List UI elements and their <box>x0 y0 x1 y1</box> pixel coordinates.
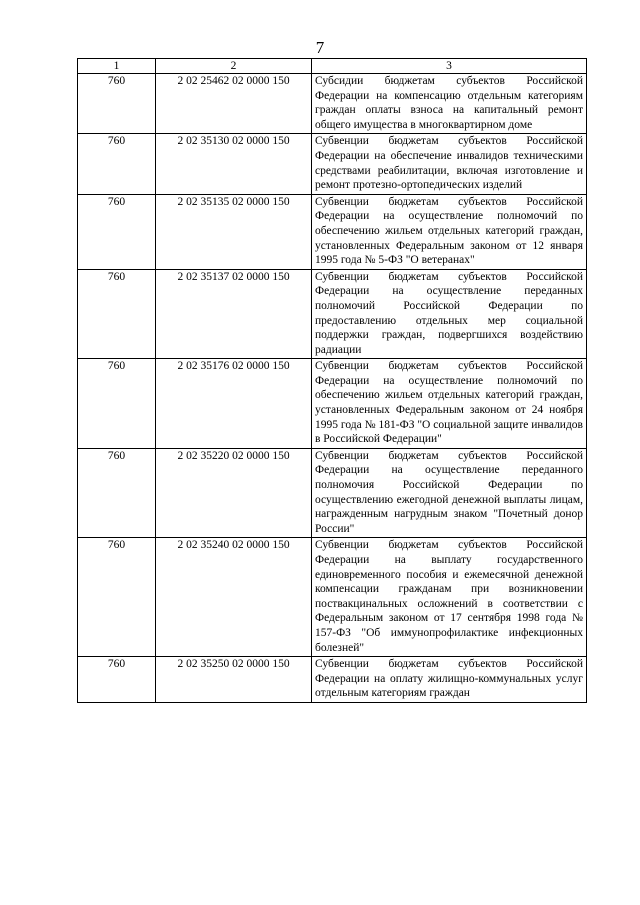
table-row <box>78 74 587 134</box>
admin-code-cell: 760 <box>78 448 156 538</box>
budget-code-cell: 2 02 35130 02 0000 150 <box>156 134 312 194</box>
description-cell: Субвенции бюджетам субъектов Российской Федерации на выплату государственного единовременного пособия и ежемесячной денежной компенсации гражданам при возникновении поствакцинальных осложнений в соответствии с Федеральным законом от 17 сентября 1998 года № 157-ФЗ "Об иммунопрофилактике инфекционных болезней" <box>312 538 587 657</box>
admin-code-cell: 760 <box>78 538 156 657</box>
table-row <box>78 359 587 449</box>
admin-code-cell: 760 <box>78 359 156 449</box>
budget-codes-table <box>77 58 587 703</box>
table-row <box>78 448 587 538</box>
description-cell: Субвенции бюджетам субъектов Российской Федерации на осуществление переданного полномочия Российской Федерации по осуществлению ежегодной денежной выплаты лицам, награжденным нагрудным знаком "Почетный донор России" <box>312 448 587 538</box>
column-header-2: 2 <box>156 59 312 74</box>
admin-code-cell: 760 <box>78 194 156 269</box>
description-cell: Субвенции бюджетам субъектов Российской Федерации на обеспечение инвалидов техническими средствами реабилитации, включая изготовление и ремонт протезно-ортопедических изделий <box>312 134 587 194</box>
admin-code-cell: 760 <box>78 657 156 703</box>
table-row <box>78 134 587 194</box>
budget-code-cell: 2 02 35137 02 0000 150 <box>156 269 312 359</box>
budget-code-cell: 2 02 35220 02 0000 150 <box>156 448 312 538</box>
budget-code-cell: 2 02 35240 02 0000 150 <box>156 538 312 657</box>
description-cell: Субсидии бюджетам субъектов Российской Федерации на компенсацию отдельным категориям граждан оплаты взноса на капитальный ремонт общего имущества в многоквартирном доме <box>312 74 587 134</box>
table-row <box>78 657 587 703</box>
column-header-1: 1 <box>78 59 156 74</box>
table-row <box>78 194 587 269</box>
budget-code-cell: 2 02 35250 02 0000 150 <box>156 657 312 703</box>
table-row <box>78 538 587 657</box>
budget-code-cell: 2 02 35135 02 0000 150 <box>156 194 312 269</box>
admin-code-cell: 760 <box>78 74 156 134</box>
budget-code-cell: 2 02 25462 02 0000 150 <box>156 74 312 134</box>
admin-code-cell: 760 <box>78 269 156 359</box>
admin-code-cell: 760 <box>78 134 156 194</box>
description-cell: Субвенции бюджетам субъектов Российской Федерации на осуществление полномочий по обеспечению жильем отдельных категорий граждан, установленных Федеральным законом от 12 января 1995 года № 5-ФЗ "О ветеранах" <box>312 194 587 269</box>
budget-code-cell: 2 02 35176 02 0000 150 <box>156 359 312 449</box>
page-number: 7 <box>315 38 325 57</box>
description-cell: Субвенции бюджетам субъектов Российской Федерации на осуществление полномочий по обеспечению жильем отдельных категорий граждан, установленных Федеральным законом от 24 ноября 1995 года № 181-ФЗ "О социальной защите инвалидов в Российской Федерации" <box>312 359 587 449</box>
column-header-3: 3 <box>312 59 587 74</box>
table-row <box>78 269 587 359</box>
description-cell: Субвенции бюджетам субъектов Российской Федерации на осуществление переданных полномочий Российской Федерации по предоставлению отдельных мер социальной поддержки граждан, подвергшихся воздействию радиации <box>312 269 587 359</box>
table-header-row <box>78 59 587 74</box>
description-cell: Субвенции бюджетам субъектов Российской Федерации на оплату жилищно-коммунальных услуг отдельным категориям граждан <box>312 657 587 703</box>
